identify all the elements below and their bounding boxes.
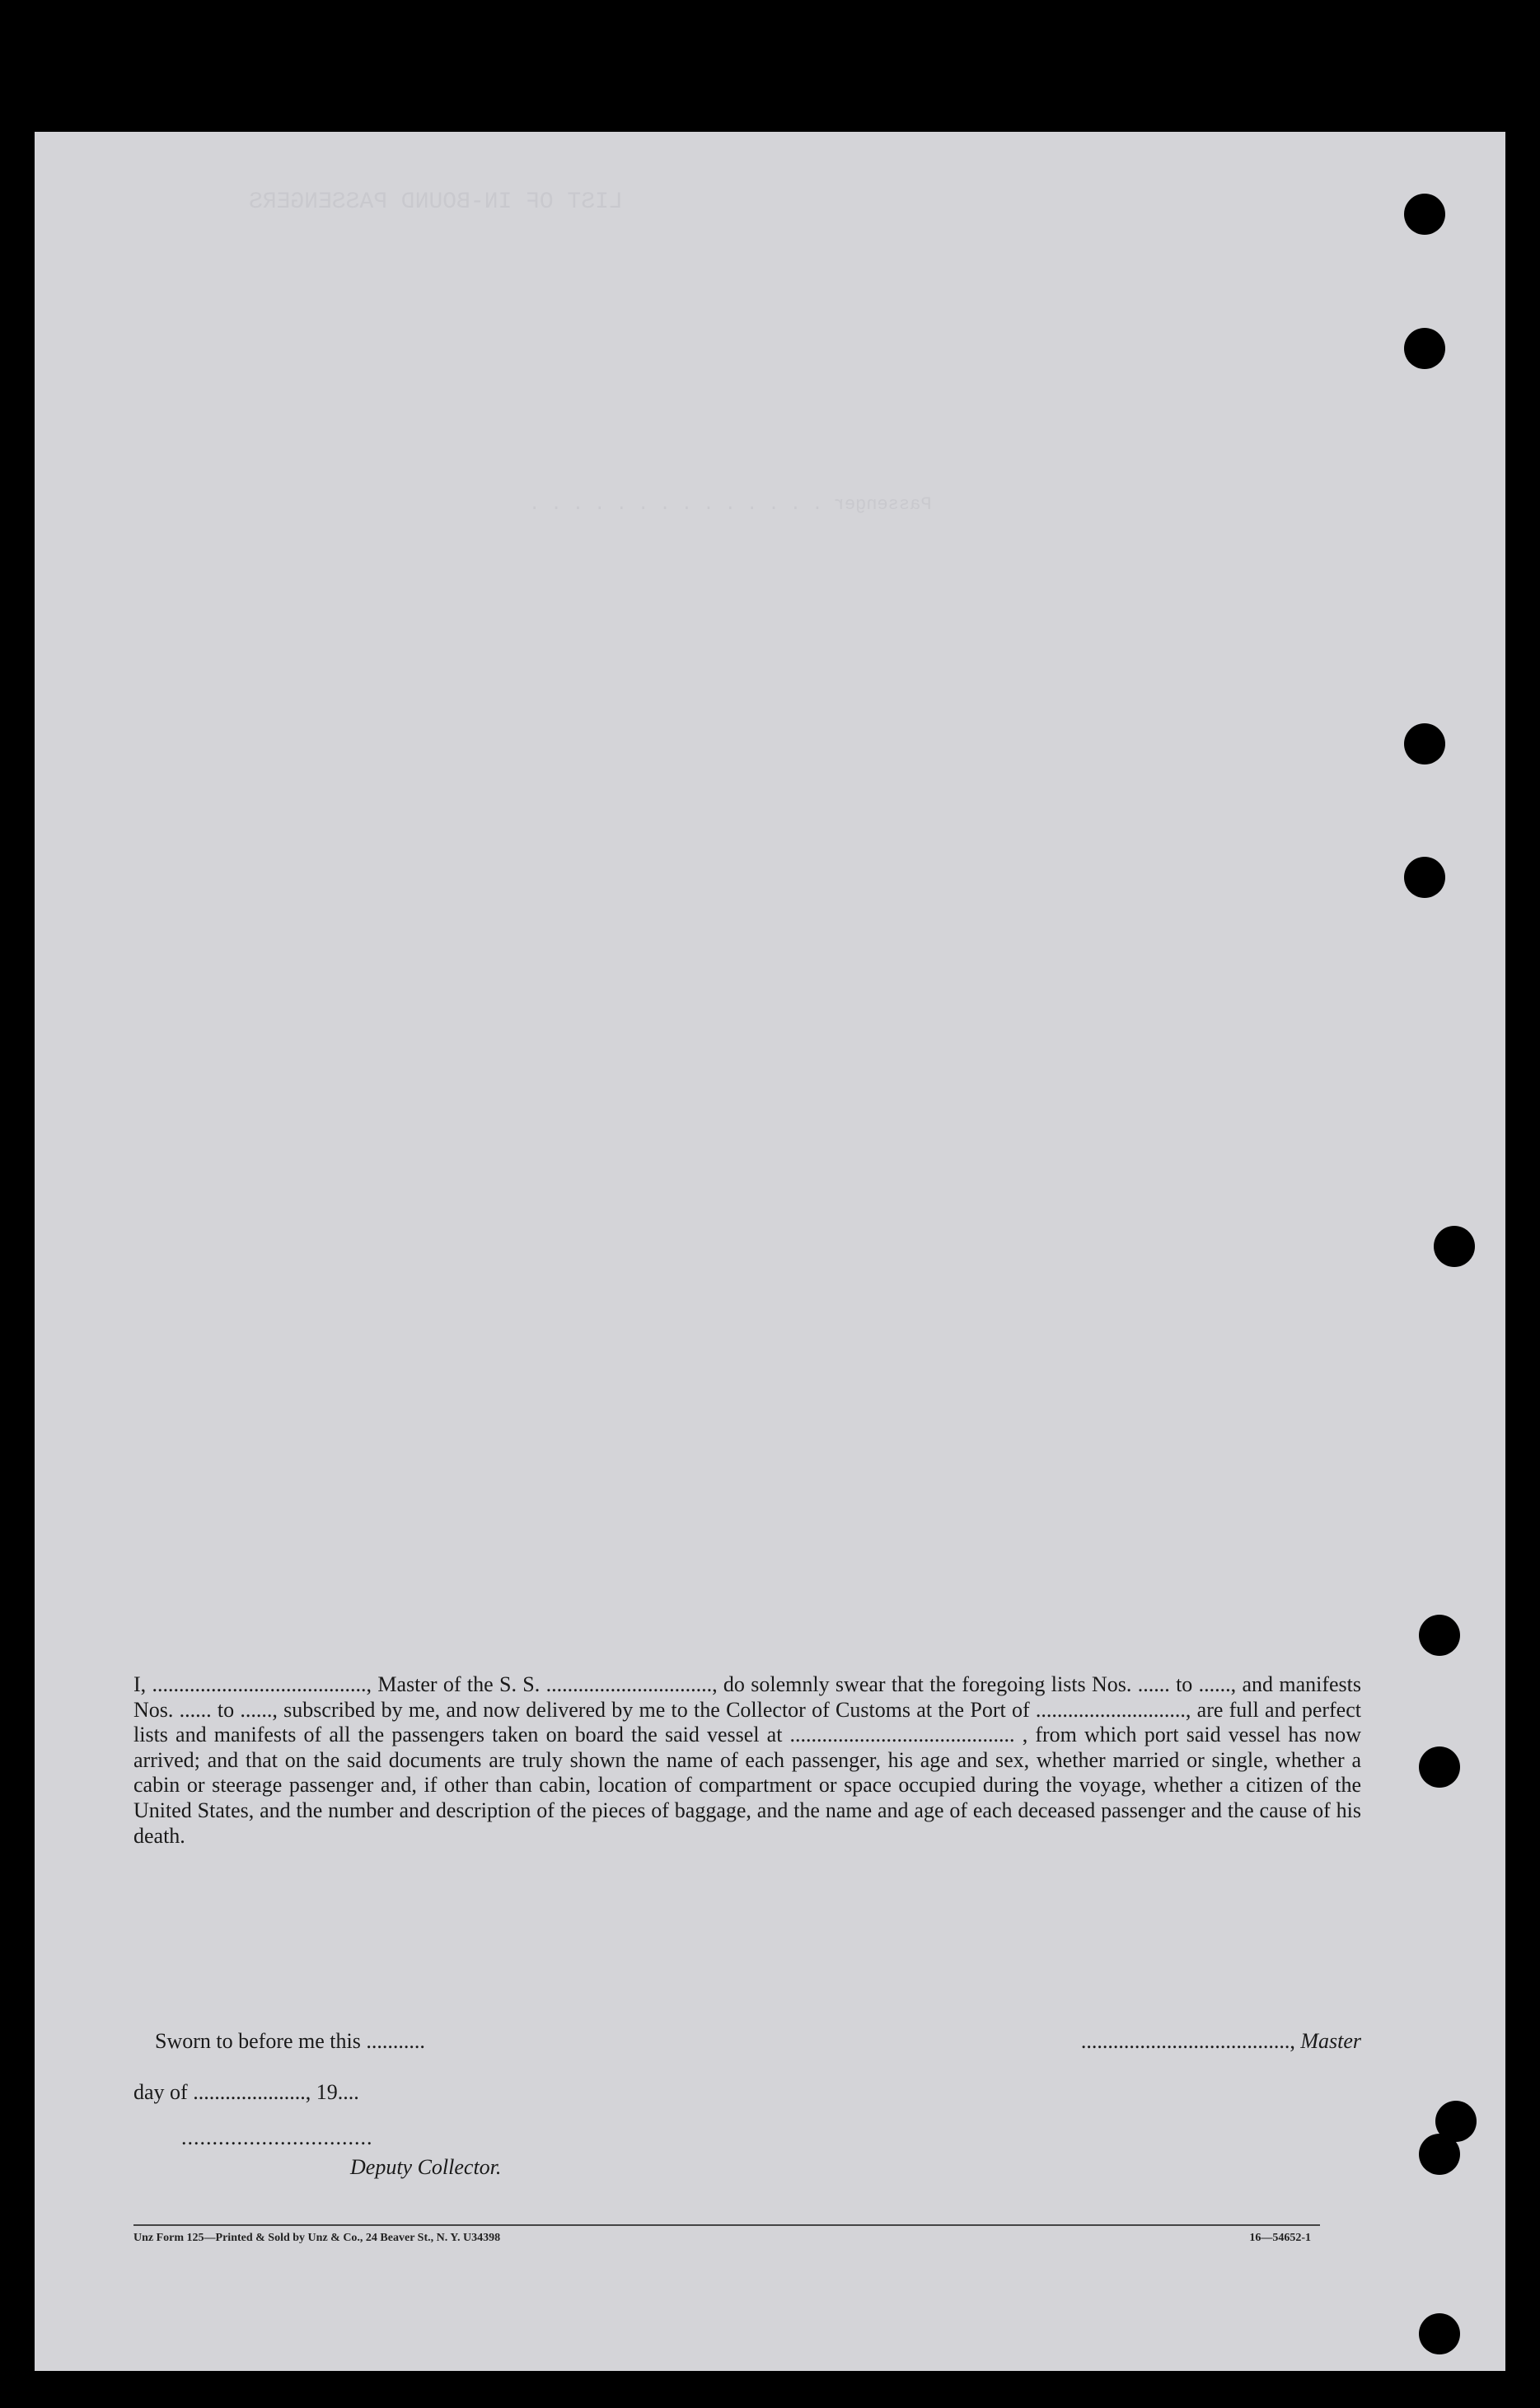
master-label: Master bbox=[1300, 2029, 1361, 2053]
punch-hole bbox=[1404, 723, 1445, 764]
oath-text: I, ........................................, Master of the S. S. ..............................., do solemnly swear that the foregoing lists Nos. ...... to ......, and manifests Nos. ...... to ......, subscribed by me, and now delivered by me to the Collector of Customs at the Port of ............................, are full and perfect lists and manifests of all the passengers taken on board the said vessel at .......................................... , from which port said vessel has now arrived; and that on the said documents are truly shown the name of each passenger, his age and sex, whether married or single, whether a cabin or steerage passenger and, if other than cabin, location of compartment or space occupied during the voyage, whether a citizen of the United States, and the number and description of the pieces of baggage, and the name and age of each deceased passenger and the cause of his death. bbox=[133, 1672, 1361, 1848]
punch-hole bbox=[1434, 1226, 1475, 1267]
sworn-before-label: Sworn to before me this ........... bbox=[155, 2029, 425, 2053]
master-signature-dots: ......................................., bbox=[1080, 2029, 1295, 2053]
master-signature-line bbox=[1081, 2029, 1361, 2054]
deputy-collector-label: Deputy Collector. bbox=[350, 2155, 502, 2179]
footer-printer-credit: Unz Form 125—Printed & Sold by Unz & Co., 24 Beaver St., N. Y. U34398 bbox=[133, 2232, 501, 2244]
punch-hole bbox=[1419, 1615, 1460, 1656]
punch-hole bbox=[1404, 328, 1445, 369]
punch-hole bbox=[1404, 857, 1445, 898]
document-page bbox=[35, 132, 1505, 2371]
footer-form-number: 16—54652-1 bbox=[1249, 2232, 1311, 2244]
punch-hole bbox=[1419, 2134, 1460, 2175]
punch-hole bbox=[1404, 194, 1445, 235]
punch-hole bbox=[1419, 1746, 1460, 1788]
punch-hole bbox=[1419, 2313, 1460, 2354]
bleed-through-header: LIST OF IN-BOUND PASSENGERS bbox=[249, 189, 623, 215]
day-of-line: day of ....................., 19.... bbox=[133, 2080, 359, 2104]
footer-rule bbox=[133, 2224, 1320, 2226]
oath-paragraph bbox=[133, 1672, 1361, 1849]
bleed-through-line: Passenger . . . . . . . . . . . . . . bbox=[529, 494, 932, 515]
deputy-signature-line: ............................... bbox=[181, 2125, 373, 2149]
